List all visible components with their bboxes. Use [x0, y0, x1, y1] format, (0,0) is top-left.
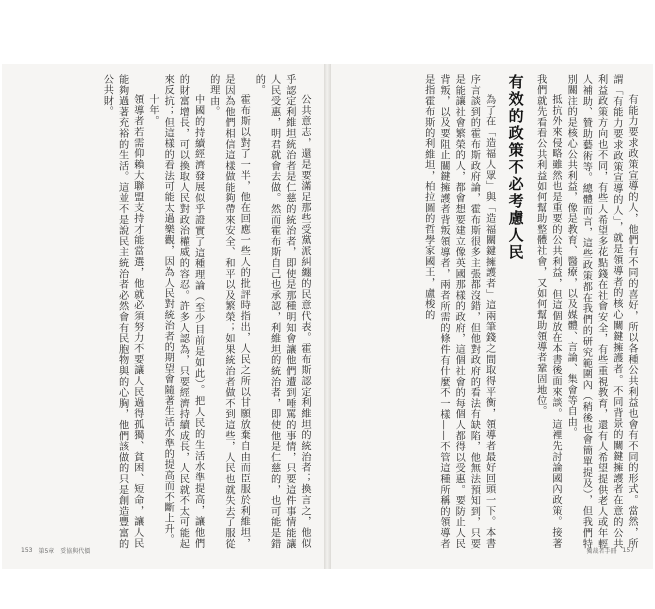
right-page — [331, 64, 653, 569]
paragraph: 霍布斯以對了一半，他在回應一些人的批評時指出，人民之所以甘願放棄自由而臣服於利維坦，是因為他們相信這樣做能夠帶來安全、和平以及繁榮；如果統治者做不到這些，人民也就失去了服從的理由。 — [207, 74, 250, 549]
left-page-footer — [18, 546, 93, 555]
paragraph: 有能力要求政策宣導的人，他們有不同的喜好，所以各種公共利益也會有不同的形式。當然，所謂「有能力要求政策宣導的人」，就是領導者的核心關鍵擁護者。不同背景的關鍵擁護者在意的公共利益政策方向也不同，有些人希望多花點錢在社會安全，有些重視教育，還有人希望提供老人或年輕人補助、贊助藝術等。總體而言，這些政策都在我們的研究範圍內（稍後也會簡單提及），但我們特別關注的是核心公共利益，像是教育、醫療，以及媒體、言論、集會等自由。 — [565, 74, 637, 549]
paragraph: 十年。 — [146, 94, 158, 127]
chapter-label: 第5章 — [38, 548, 55, 555]
paragraph: 為了在「造福人眾」與「造福關鍵擁護者」這兩筆錢之間取得平衡，領導者最好回頭一下。本書序言談到的霍布斯政府論，霍布斯很多主張都沒錯，但他對政府的看法有缺陷，他無法預知到，只要是能讓社會繁榮的人，都會想要建立像英國那樣的政府，這個社會的每個人都得以受惠。要防止人民背叛，以及要阻止關鍵擁護者背叛領導者，兩者所需的條件有什麼不一樣——不管這種所稱的領導者是指霍布斯的利維坦，柏拉圖的哲學家國王，盧梭的 — [422, 74, 495, 549]
page-number: 157 — [622, 547, 634, 554]
section-heading: 有效的政策不必考慮人民 — [506, 74, 525, 261]
left-page-text — [16, 74, 312, 549]
paragraph: 抵抗外來侵略雖然也是重要的公共利益，但這個放在本書後面來談。這裡先討論國內政策。接著我們就先看看公共利益如何幫助整體社會，又如何幫助領導者鞏固地位。 — [534, 74, 561, 549]
paragraph: 領導者若需仰賴大聯盟支持才能當選，他就必須努力不要讓人民過得孤獨、貧困、短命，讓人民能夠過著充裕的生活。這並不是說民主統治者必然會有民胞物與的心胸，他們該做的只是創造豐富的公共財。 — [101, 74, 143, 549]
chapter-title: 妥協與代價 — [60, 548, 91, 555]
paragraph: 中國的持續經濟發展似乎證實了這種理論（至少目前是如此）。把人民的生活水準提高，讓他們的財富增長，可以換取人民對政治權威的容忍。許多人認為，只要經濟持續成長，人民就不太可能起來反抗；但這樣的看法可能太過樂觀，因為人民對統治者的期望會隨著生活水準的提高而不斷上升。 — [162, 74, 204, 549]
paragraph: 公共意志，還是要滿足那些受黨派糾纏的民意代表。霍布斯認定利維坦的統治者；換言之，他似乎認定利維坦統治者是仁慈的統治者，即使是那種明知會讓他們遭到唾罵的事情，只要這件事情能讓人民受惠，明君就會去做。然而霍布斯自己也承認，利維坦的統治者，即使他是仁慈的，也可能是錯的。 — [253, 74, 310, 549]
book-gutter — [324, 64, 331, 569]
right-page-footer — [584, 546, 637, 555]
page-number: 153 — [21, 547, 33, 554]
book-title: 獨裁者手冊 — [586, 548, 617, 555]
right-page-text — [343, 74, 639, 549]
left-page — [2, 64, 324, 569]
